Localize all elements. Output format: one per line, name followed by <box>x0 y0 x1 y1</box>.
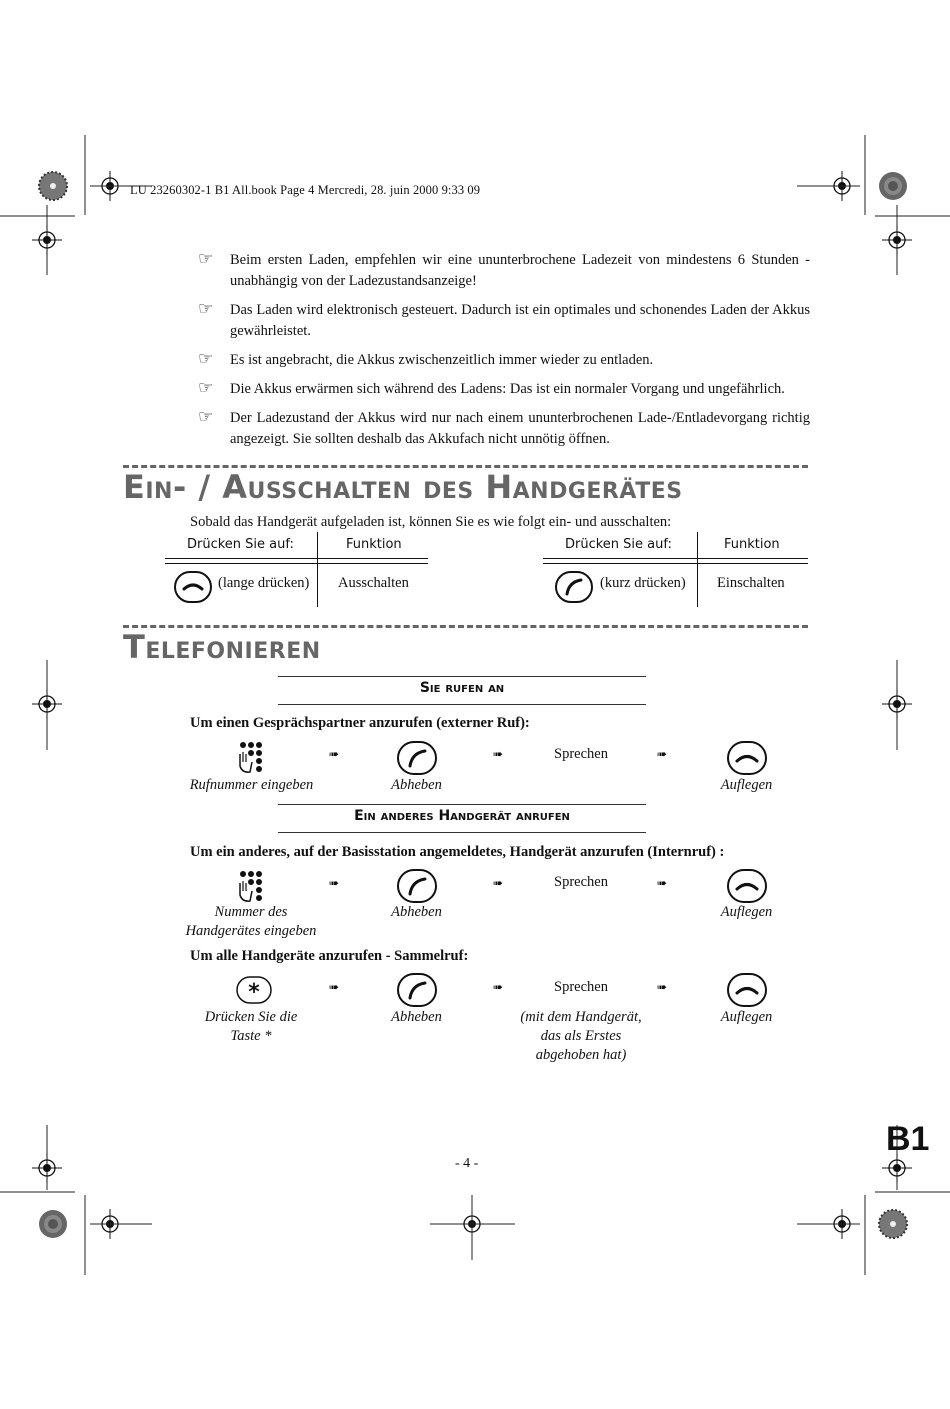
outgoing-instruction: Um einen Gesprächspartner anzurufen (externer Ruf): <box>190 715 530 731</box>
charging-tips-list <box>198 250 810 458</box>
press-short: (kurz drücken) <box>600 575 686 591</box>
arrow-right-icon: ➠ <box>493 876 504 890</box>
subsection-rule <box>278 804 646 805</box>
pointing-hand-icon: ☞ <box>198 249 214 269</box>
caption-star-key: Drücken Sie die Taste * <box>204 1009 298 1044</box>
arrow-right-icon: ➠ <box>329 876 340 890</box>
keypad-hand-icon <box>236 740 268 774</box>
list-item: ☞ Der Ladezustand der Akkus wird nur nach einem ununterbrochenen Lade-/Entladevorgang richtig angezeigt. Sie sollten deshalb das Akkufach nicht unnötig öffnen. <box>198 408 810 450</box>
star-key-icon <box>236 976 272 1004</box>
section-title-calling: Telefonieren <box>123 628 321 666</box>
svg-text:*: * <box>248 980 260 1005</box>
hangup-key-icon <box>174 571 212 603</box>
group-call-instruction: Um alle Handgeräte anzurufen - Sammelruf: <box>190 948 469 964</box>
arrow-right-icon: ➠ <box>657 876 668 890</box>
caption-pickup: Abheben <box>391 904 442 920</box>
list-item: ☞ Beim ersten Laden, empfehlen wir eine ununterbrochene Ladezeit von mindestens 6 Stunden - unabhängig von der Ladezustandsanzeige! <box>198 250 810 292</box>
pickup-key-icon <box>397 741 437 775</box>
subsection-rule <box>278 704 646 705</box>
function-off: Ausschalten <box>338 575 409 591</box>
caption-dial: Rufnummer eingeben <box>189 777 314 793</box>
hangup-key-icon <box>727 973 767 1007</box>
pickup-key-icon <box>555 571 593 603</box>
pointing-hand-icon: ☞ <box>198 378 214 398</box>
caption-pickup: Abheben <box>391 777 442 793</box>
sunburst-mark-icon <box>878 171 908 201</box>
table-header-press: Drücken Sie auf: <box>565 537 672 552</box>
caption-hangup: Auflegen <box>720 777 773 793</box>
arrow-right-icon: ➠ <box>657 980 668 994</box>
table-rule <box>165 558 428 564</box>
table-header-press: Drücken Sie auf: <box>187 537 294 552</box>
sunburst-mark-icon <box>38 171 68 201</box>
sunburst-mark-icon <box>38 1209 68 1239</box>
function-on: Einschalten <box>717 575 785 591</box>
hangup-key-icon <box>727 741 767 775</box>
hangup-key-icon <box>727 869 767 903</box>
caption-hangup: Auflegen <box>720 904 773 920</box>
list-item: ☞ Das Laden wird elektronisch gesteuert. Dadurch ist ein optimales und schonendes Laden der Akkus gewährleistet. <box>198 300 810 342</box>
pointing-hand-icon: ☞ <box>198 299 214 319</box>
caption-pickup: Abheben <box>391 1009 442 1025</box>
arrow-right-icon: ➠ <box>493 747 504 761</box>
pickup-key-icon <box>397 869 437 903</box>
talk-label: Sprechen <box>554 979 608 995</box>
sunburst-mark-icon <box>878 1209 908 1239</box>
subsection-title-internal: Ein anderes Handgerät anrufen <box>354 808 570 824</box>
keypad-hand-icon <box>236 869 268 903</box>
press-long: (lange drücken) <box>218 575 310 591</box>
power-intro: Sobald das Handgerät aufgeladen ist, können Sie es wie folgt ein- und ausschalten: <box>190 514 672 530</box>
chapter-tab: B1 <box>886 1120 930 1158</box>
pointing-hand-icon: ☞ <box>198 349 214 369</box>
subsection-title-outgoing: Sie rufen an <box>419 680 505 696</box>
arrow-right-icon: ➠ <box>329 980 340 994</box>
arrow-right-icon: ➠ <box>493 980 504 994</box>
section-title-power: Ein- / Ausschalten des Handgerätes <box>123 468 683 506</box>
pickup-key-icon <box>397 973 437 1007</box>
talk-label: Sprechen <box>554 874 608 890</box>
subsection-rule <box>278 676 646 677</box>
caption-first-handset: (mit dem Handgerät, das als Erstes abgehoben hat) <box>520 1009 642 1063</box>
caption-hangup: Auflegen <box>720 1009 773 1025</box>
table-rule <box>543 558 808 564</box>
subsection-rule <box>278 832 646 833</box>
internal-instruction: Um ein anderes, auf der Basisstation angemeldetes, Handgerät anzurufen (Internruf) : <box>190 844 725 860</box>
book-header: LU 23260302-1 B1 All.book Page 4 Mercredi, 28. juin 2000 9:33 09 <box>130 183 481 197</box>
table-header-function: Funktion <box>724 537 780 552</box>
table-separator <box>317 532 318 607</box>
table-separator <box>697 532 698 607</box>
list-item: ☞ Es ist angebracht, die Akkus zwischenzeitlich immer wieder zu entladen. <box>198 349 654 369</box>
table-header-function: Funktion <box>346 537 402 552</box>
caption-dial-handset: Nummer des Handgerätes eingeben <box>185 904 317 939</box>
arrow-right-icon: ➠ <box>657 747 668 761</box>
page-number: - 4 - <box>455 1156 479 1171</box>
list-item: ☞ Die Akkus erwärmen sich während des Ladens: Das ist ein normaler Vorgang und ungefährlich. <box>198 378 785 398</box>
arrow-right-icon: ➠ <box>329 747 340 761</box>
pointing-hand-icon: ☞ <box>198 407 214 427</box>
talk-label: Sprechen <box>554 746 608 762</box>
